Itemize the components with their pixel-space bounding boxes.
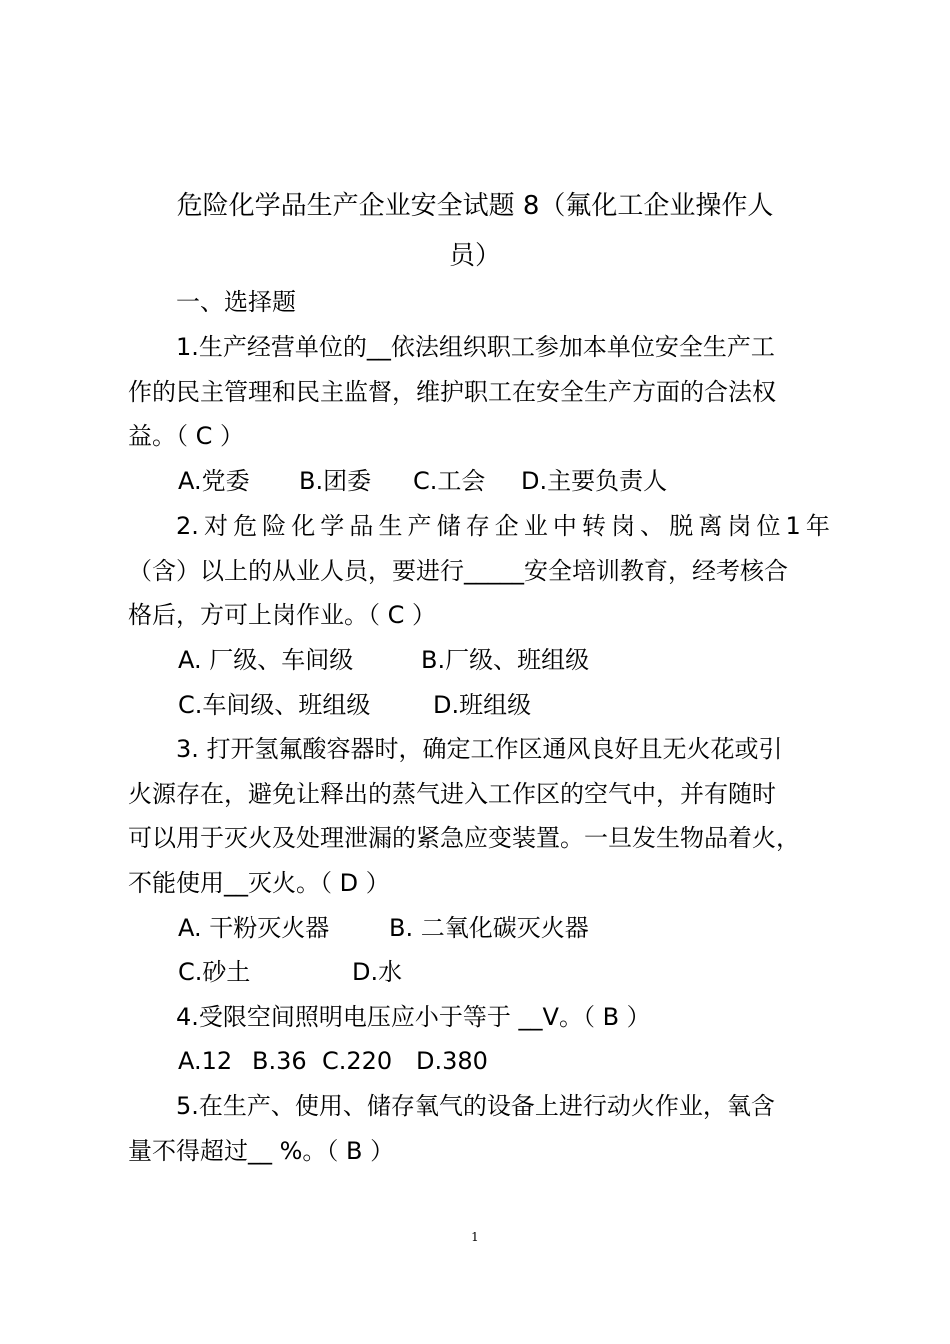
q2-char: 对 [203,512,228,540]
question-5-line-2: 量不得超过__ %。（ B ） [128,1137,395,1165]
question-1-line-2: 作的民主管理和民主监督，维护职工在安全生产方面的合法权 [128,378,776,406]
q2-char: 1 [785,512,801,540]
question-5-line-1: 5.在生产、使用、储存氧气的设备上进行动火作业，氧含 [176,1092,775,1120]
page-number: 1 [471,1230,479,1244]
q2-char: 化 [291,512,316,540]
question-2-option-d: D.班组级 [433,691,532,719]
q2-char: 中 [552,512,577,540]
q2-char: 、 [640,512,665,540]
q2-char: 存 [465,512,490,540]
q2-char: 2. [176,512,199,540]
q2-char: 岗 [611,512,636,540]
q2-char: 学 [320,512,345,540]
q2-char: 企 [494,512,519,540]
q2-char: 险 [262,512,287,540]
q2-char: 业 [523,512,548,540]
q2-char: 年 [805,512,830,540]
q2-char: 危 [233,512,258,540]
question-4-line-1: 4.受限空间照明电压应小于等于 __V。（ B ） [176,1003,651,1031]
question-2-line-3: 格后，方可上岗作业。（ C ） [128,601,437,629]
question-3-line-1: 3. 打开氢氟酸容器时，确定工作区通风良好且无火花或引 [176,735,783,763]
q2-char: 转 [582,512,606,540]
question-1-option-c: C.工会 [413,467,486,495]
question-1-line-3: 益。（ C ） [128,422,245,450]
q2-char: 产 [407,512,432,540]
question-3-option-b: B. 二氧化碳灭火器 [389,914,589,942]
question-3-option-d: D.水 [352,958,403,986]
q2-char: 脱 [669,512,694,540]
question-2-option-a: A. 厂级、车间级 [178,646,354,674]
section-heading: 一、选择题 [176,288,296,316]
document-title-line-1: 危险化学品生产企业安全试题 8（氟化工企业操作人 [176,191,774,221]
question-3-line-2: 火源存在，避免让释出的蒸气进入工作区的空气中，并有随时 [128,780,776,808]
question-2-line-2: （含）以上的从业人员，要进行_____安全培训教育，经考核合 [128,557,788,585]
question-1-option-a: A.党委 [178,467,250,495]
question-2-option-c: C.车间级、班组级 [178,691,371,719]
q2-char: 储 [436,512,461,540]
question-3-option-c: C.砂土 [178,958,251,986]
q2-char: 位 [756,512,781,540]
question-1-line-1: 1.生产经营单位的__依法组织职工参加本单位安全生产工 [176,333,775,361]
question-2-option-b: B.厂级、班组级 [421,646,590,674]
q2-char: 岗 [727,512,752,540]
question-1-option-b: B.团委 [299,467,372,495]
question-3-line-3: 可以用于灭火及处理泄漏的紧急应变装置。一旦发生物品着火， [128,824,800,852]
q2-char: 品 [349,512,374,540]
question-3-line-4: 不能使用__灭火。（ D ） [128,869,390,897]
question-1-option-d: D.主要负责人 [521,467,668,495]
question-4-option-c: C.220 [322,1047,393,1075]
document-title-line-2: 员） [448,241,501,271]
q2-char: 生 [378,512,403,540]
question-4-option-b: B.36 [252,1047,307,1075]
question-2-line-1 [176,510,830,542]
question-3-option-a: A. 干粉灭火器 [178,914,330,942]
question-4-option-d: D.380 [416,1047,488,1075]
question-4-option-a: A.12 [178,1047,233,1075]
q2-char: 离 [698,512,723,540]
